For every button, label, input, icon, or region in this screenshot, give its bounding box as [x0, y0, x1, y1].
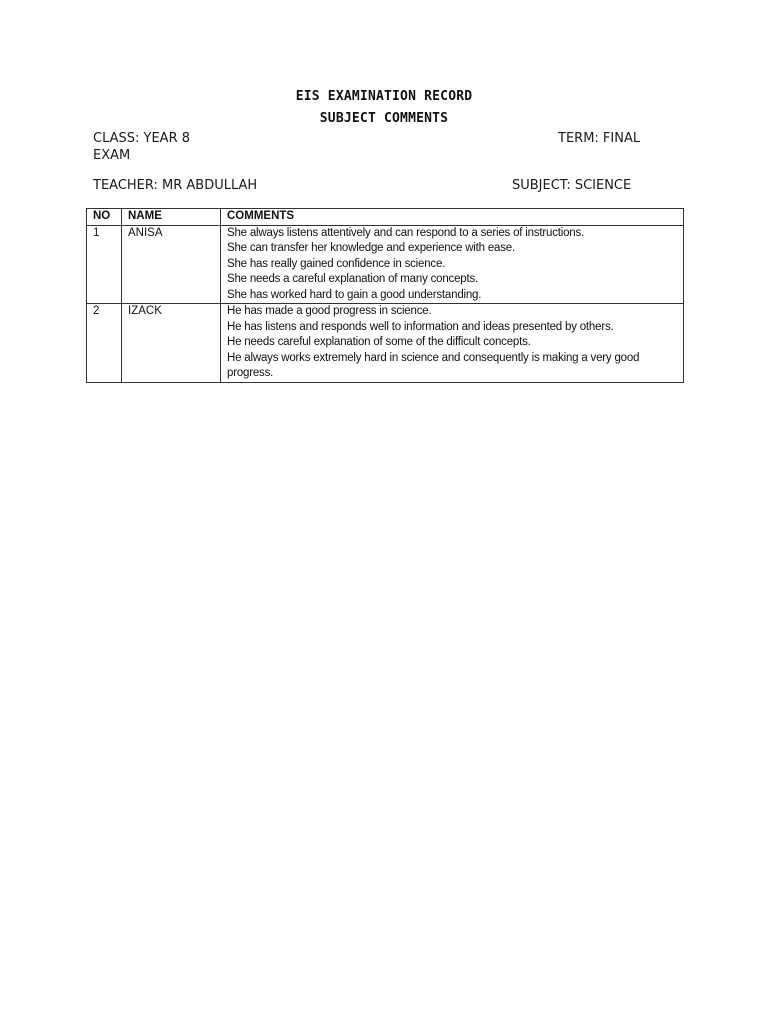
teacher-label: TEACHER: MR ABDULLAH [93, 178, 258, 193]
comments-cell [221, 225, 684, 304]
comment-line: He needs careful explanation of some of the difficult concepts. [227, 336, 531, 348]
table-header-row [87, 209, 684, 226]
header-comments: COMMENTS [221, 209, 684, 226]
comments-cell [221, 304, 684, 383]
comment-line: She can transfer her knowledge and experience with ease. [227, 242, 515, 254]
comment-line: progress. [227, 367, 274, 379]
comment-line: She has really gained confidence in science. [227, 257, 446, 270]
comment-line: She needs a careful explanation of many concepts. [227, 273, 479, 285]
comment-line: He always works extremely hard in science and consequently is making a very good [227, 351, 640, 364]
document-title: EIS EXAMINATION RECORD [295, 89, 473, 104]
term-label-continuation: EXAM [93, 148, 131, 163]
comments-table [86, 208, 684, 383]
header-no: NO [87, 209, 122, 226]
row-number: 1 [87, 225, 122, 304]
student-name: ANISA [122, 225, 221, 304]
table-row [87, 304, 684, 383]
term-label: TERM: FINAL [558, 131, 641, 146]
comment-line: He has made a good progress in science. [227, 305, 432, 317]
header-name: NAME [122, 209, 221, 226]
comment-line: He has listens and responds well to information and ideas presented by others. [227, 320, 614, 333]
class-label: CLASS: YEAR 8 [93, 131, 191, 146]
table-row [87, 225, 684, 304]
student-name: IZACK [122, 304, 221, 383]
document-subtitle: SUBJECT COMMENTS [319, 111, 449, 126]
row-number: 2 [87, 304, 122, 383]
comment-line: She always listens attentively and can respond to a series of instructions. [227, 226, 585, 239]
subject-label: SUBJECT: SCIENCE [512, 178, 632, 193]
comment-line: She has worked hard to gain a good understanding. [227, 288, 482, 301]
